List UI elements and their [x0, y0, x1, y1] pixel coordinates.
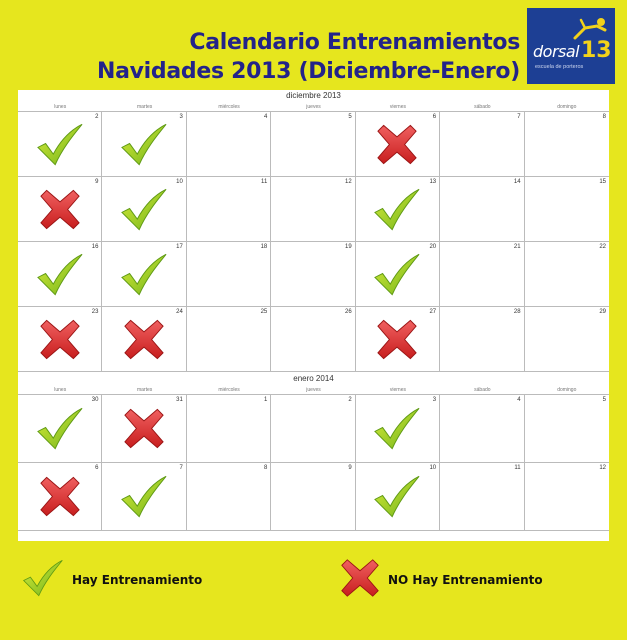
cross-icon: [123, 318, 165, 365]
day-number: 2: [95, 114, 99, 120]
cross-icon: [123, 408, 165, 455]
day-number: 6: [95, 465, 99, 471]
cross-icon: [39, 188, 81, 235]
weekday-label: sábado: [474, 104, 491, 110]
day-number: 12: [599, 465, 606, 471]
day-cell: [271, 177, 355, 242]
day-number: 21: [513, 244, 521, 250]
day-number: 13: [429, 179, 437, 185]
day-number: 27: [429, 309, 437, 315]
check-icon: [22, 557, 64, 604]
weekday-label: domingo: [557, 104, 577, 110]
check-icon: [120, 185, 168, 238]
day-number: 26: [345, 309, 352, 315]
check-icon: [36, 405, 84, 458]
day-number: 1: [263, 397, 268, 403]
title-line-1: Calendario Entrenamientos: [189, 30, 520, 55]
weekday-label: jueves: [306, 104, 321, 110]
cross-icon: [39, 318, 81, 365]
legend-training-label: Hay Entrenamiento: [72, 573, 203, 587]
day-cell: [356, 112, 440, 177]
day-cell: [18, 395, 102, 463]
day-number: 7: [179, 465, 183, 471]
day-cell: [525, 307, 609, 372]
legend-training: [22, 560, 202, 600]
check-icon: [120, 473, 168, 526]
day-number: 8: [263, 465, 268, 471]
day-cell: [440, 395, 524, 463]
weekday-label: viernes: [389, 387, 406, 393]
day-cell: [102, 307, 186, 372]
day-number: 17: [176, 244, 183, 250]
calendar-grid: [18, 395, 609, 531]
day-number: 10: [176, 179, 183, 185]
check-icon: [373, 185, 421, 238]
day-cell: [18, 242, 102, 307]
day-number: 22: [599, 244, 606, 250]
day-number: 31: [176, 397, 183, 403]
check-icon: [373, 250, 421, 303]
day-number: 5: [602, 397, 606, 403]
day-cell: [356, 307, 440, 372]
day-number: 8: [602, 114, 606, 120]
month-title: diciembre 2013: [286, 91, 341, 100]
day-number: 5: [348, 114, 352, 120]
day-number: 18: [260, 244, 268, 250]
day-cell: [271, 395, 355, 463]
weekday-label: domingo: [557, 387, 577, 393]
day-cell: [525, 395, 609, 463]
day-cell: [187, 177, 271, 242]
check-icon: [36, 120, 84, 173]
day-number: 23: [91, 309, 99, 315]
weekday-label: viernes: [389, 104, 406, 110]
day-number: 7: [517, 114, 521, 120]
day-cell: [18, 307, 102, 372]
day-cell: [440, 463, 524, 531]
cross-icon: [376, 318, 418, 365]
day-number: 3: [432, 397, 437, 403]
day-cell: [440, 307, 524, 372]
day-number: 9: [348, 465, 352, 471]
day-cell: [271, 463, 355, 531]
day-number: 3: [179, 114, 183, 120]
weekday-label: sábado: [474, 387, 491, 393]
calendar-grid: [18, 112, 609, 372]
logo-brand: dorsal: [533, 42, 580, 61]
day-cell: [102, 463, 186, 531]
day-cell: [440, 112, 524, 177]
day-cell: [187, 463, 271, 531]
day-number: 24: [176, 309, 183, 315]
calendar-january: [18, 373, 609, 541]
day-cell: [356, 177, 440, 242]
check-icon: [120, 250, 168, 303]
check-icon: [373, 405, 421, 458]
day-cell: [525, 242, 609, 307]
day-number: 9: [95, 179, 99, 185]
day-cell: [271, 242, 355, 307]
day-number: 12: [345, 179, 352, 185]
day-number: 10: [429, 465, 437, 471]
weekday-label: martes: [136, 387, 153, 393]
day-cell: [525, 177, 609, 242]
day-number: 15: [599, 179, 606, 185]
day-cell: [187, 242, 271, 307]
day-cell: [187, 307, 271, 372]
legend-no-training-label: NO Hay Entrenamiento: [388, 573, 543, 587]
weekday-header: [18, 385, 609, 395]
day-number: 2: [348, 397, 352, 403]
day-cell: [102, 177, 186, 242]
cross-icon: [340, 558, 380, 603]
day-cell: [525, 112, 609, 177]
day-number: 4: [517, 397, 521, 403]
logo: [527, 8, 615, 84]
day-number: 20: [429, 244, 437, 250]
legend-no-training: [340, 560, 543, 600]
page-title: [60, 28, 520, 86]
day-cell: [187, 112, 271, 177]
logo-subtitle: escuela de porteros: [535, 64, 584, 70]
weekday-label: martes: [136, 104, 153, 110]
check-icon: [373, 473, 421, 526]
day-number: 19: [345, 244, 352, 250]
day-number: 29: [599, 309, 606, 315]
weekday-header: [18, 102, 609, 112]
day-number: 4: [263, 114, 268, 120]
month-title: enero 2014: [293, 374, 334, 383]
weekday-label: lunes: [54, 387, 67, 393]
day-cell: [525, 463, 609, 531]
day-cell: [18, 112, 102, 177]
cross-icon: [39, 476, 81, 523]
day-cell: [102, 242, 186, 307]
weekday-label: lunes: [54, 104, 67, 110]
day-number: 30: [91, 397, 99, 403]
check-icon: [36, 250, 84, 303]
day-cell: [271, 307, 355, 372]
day-number: 28: [513, 309, 521, 315]
cross-icon: [376, 123, 418, 170]
day-cell: [271, 112, 355, 177]
day-number: 25: [260, 309, 268, 315]
day-cell: [356, 242, 440, 307]
day-cell: [356, 463, 440, 531]
day-cell: [18, 177, 102, 242]
weekday-label: miércoles: [218, 387, 240, 393]
day-cell: [102, 395, 186, 463]
day-cell: [187, 395, 271, 463]
day-number: 16: [91, 244, 99, 250]
weekday-label: miércoles: [218, 104, 240, 110]
weekday-label: jueves: [306, 387, 321, 393]
day-cell: [440, 177, 524, 242]
check-icon: [120, 120, 168, 173]
day-number: 11: [261, 179, 268, 185]
day-number: 6: [432, 114, 437, 120]
day-cell: [440, 242, 524, 307]
day-number: 11: [514, 465, 521, 471]
title-line-2: Navidades 2013 (Diciembre-Enero): [96, 59, 520, 84]
calendar-december: [18, 90, 609, 373]
day-number: 14: [513, 179, 521, 185]
day-cell: [356, 395, 440, 463]
day-cell: [102, 112, 186, 177]
logo-number: 13: [581, 38, 612, 63]
day-cell: [18, 463, 102, 531]
